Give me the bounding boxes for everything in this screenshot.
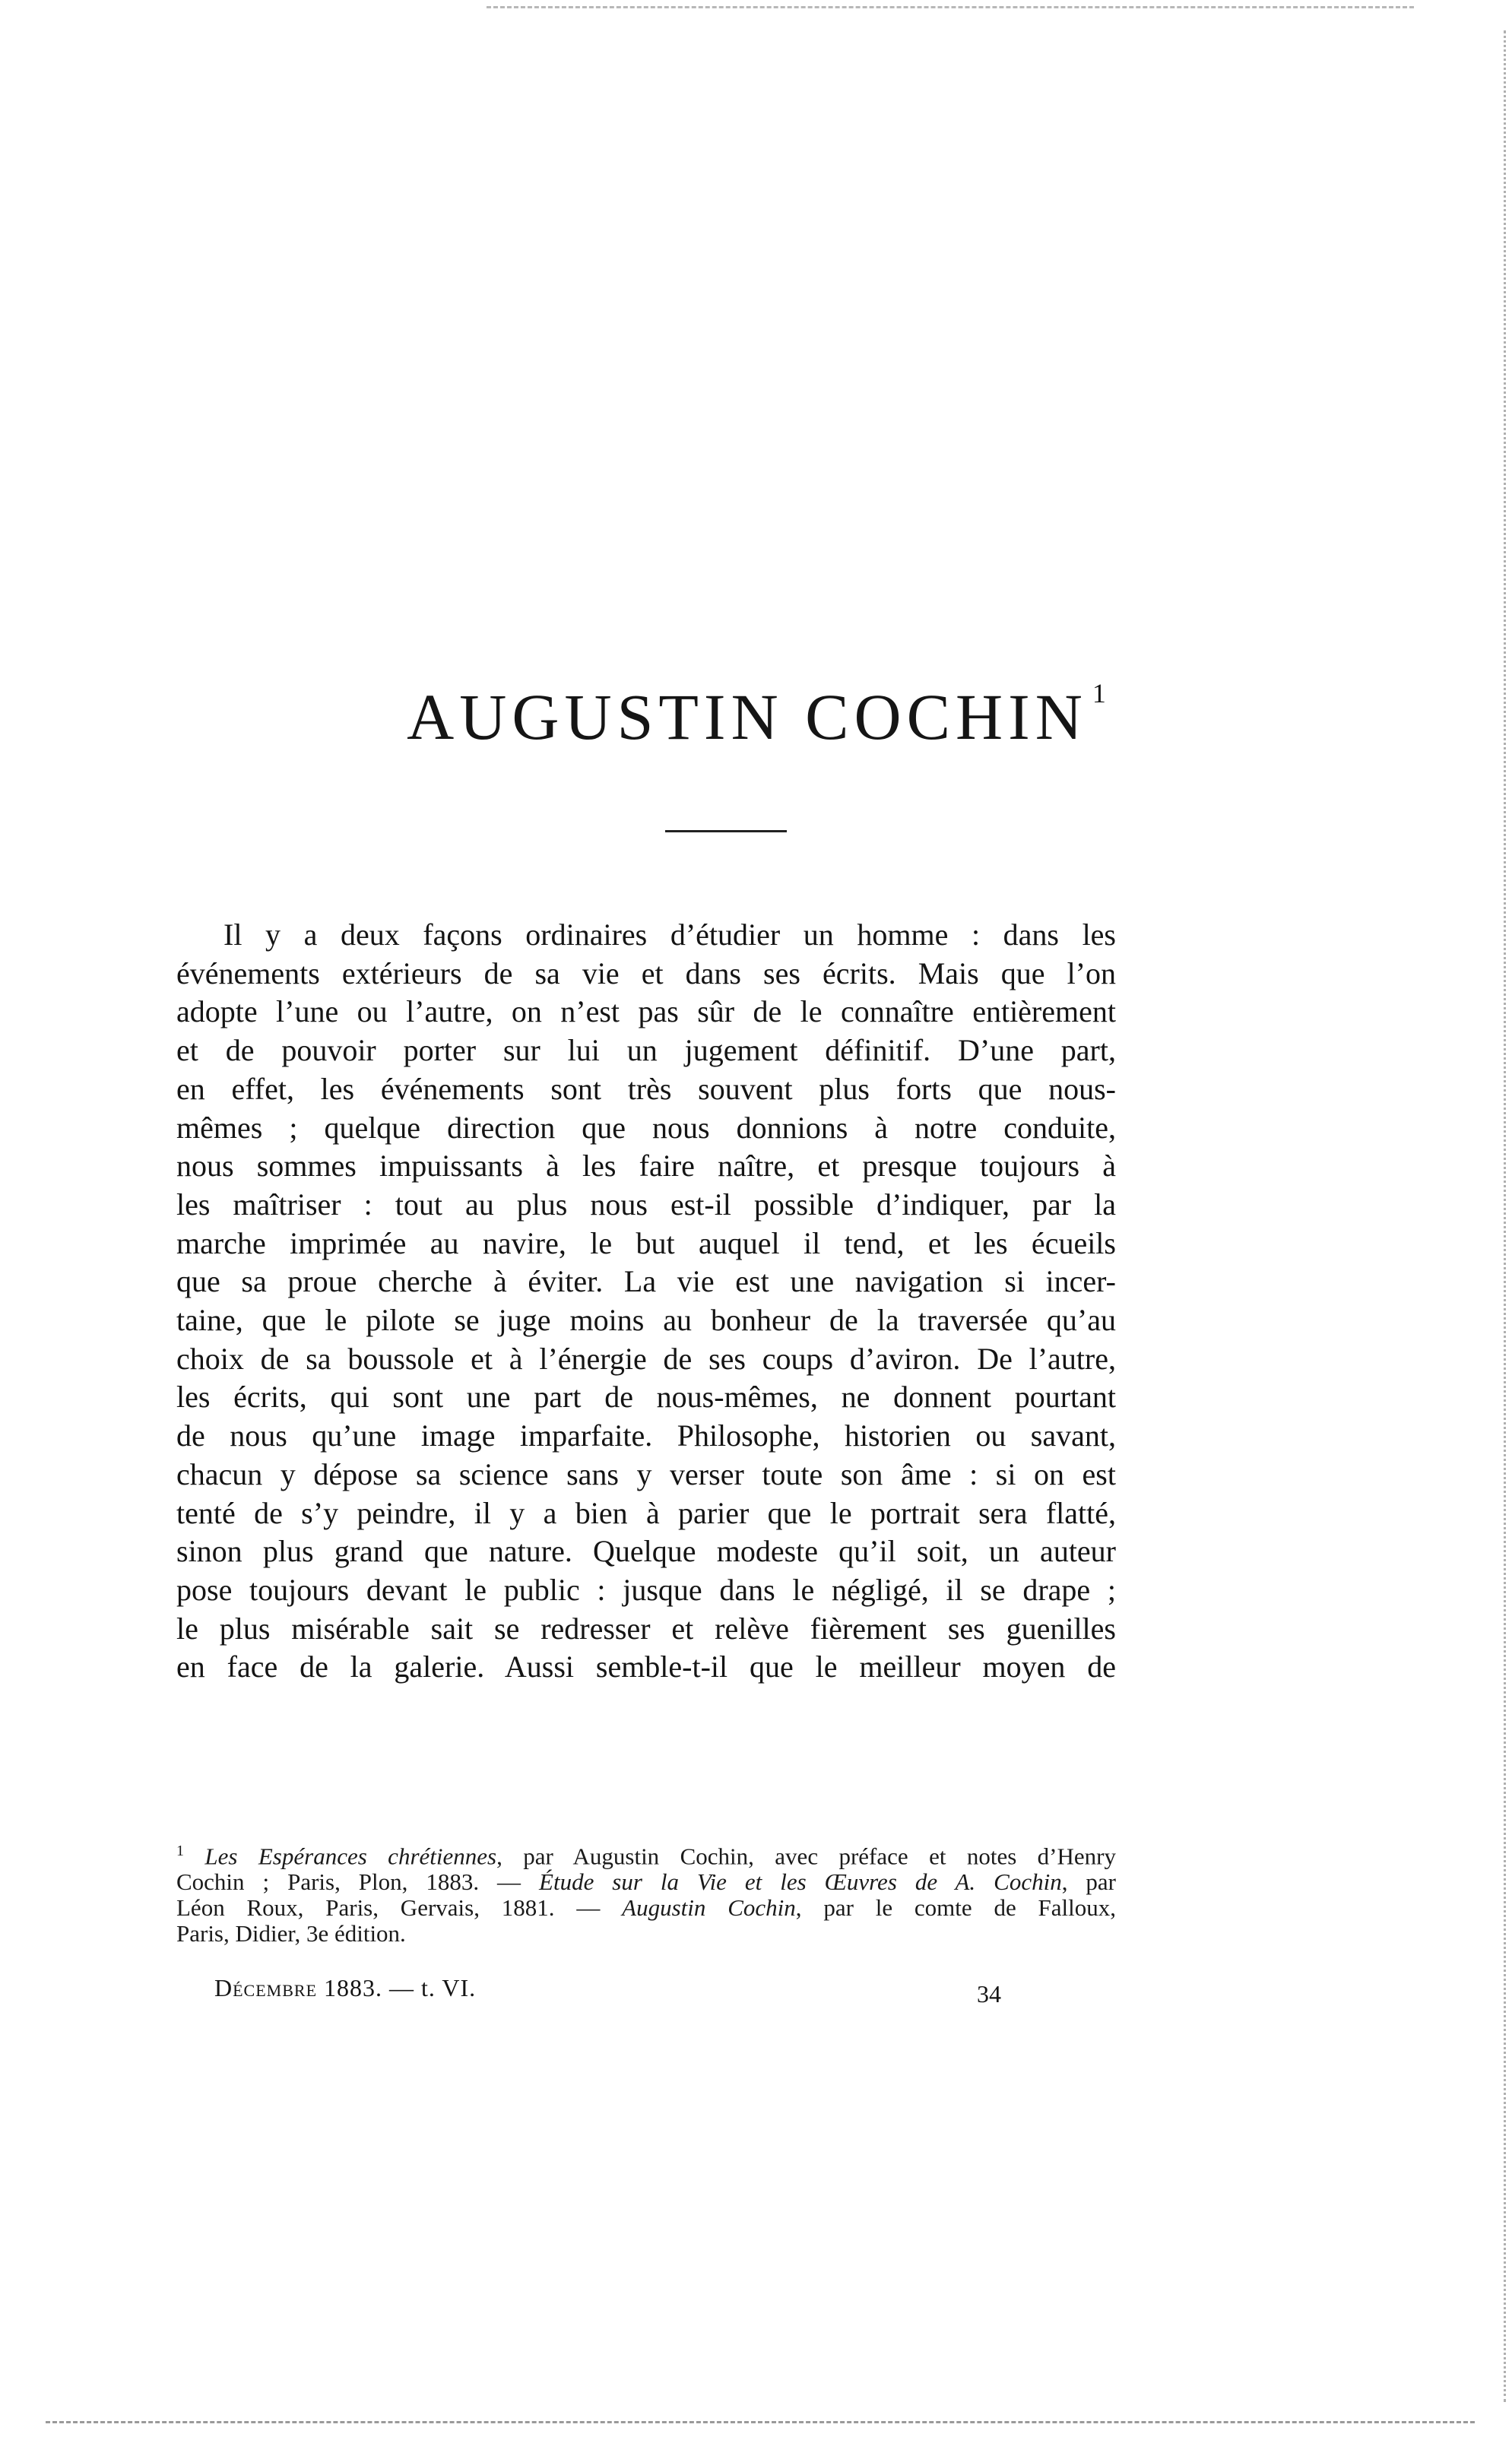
body-line: sinon plus grand que nature. Quelque modeste qu’il soit, un auteur [176, 1534, 1116, 1569]
body-line: nous sommes impuissants à les faire naître, et presque toujours à [176, 1149, 1116, 1184]
body-line: taine, que le pilote se juge moins au bonheur de la traversée qu’au [176, 1303, 1116, 1338]
scan-artifact-top [487, 6, 1414, 8]
footnote-title-esperances: Les Espérances chrétiennes [204, 1843, 497, 1870]
footnote-line [176, 1838, 1116, 1869]
body-line: les écrits, qui sont une part de nous-mêmes, ne donnent pourtant [176, 1380, 1116, 1415]
footnote-text: , par Augustin Cochin, avec préface et notes d’Henry [496, 1843, 1116, 1870]
issue-year-volume: 1883. — t. VI. [317, 1974, 477, 2001]
issue-month: Décembre [214, 1974, 318, 2001]
body-line: adopte l’une ou l’autre, on n’est pas sûr de le connaître entièrement [176, 994, 1116, 1029]
signature-mark: 34 [977, 1980, 1001, 2008]
issue-date [214, 1974, 476, 2002]
body-line: mêmes ; quelque direction que nous donnions à notre conduite, [176, 1110, 1116, 1145]
footnote [176, 1838, 1116, 1947]
footnote-text: , par [1061, 1869, 1116, 1896]
footnote-line [176, 1869, 1116, 1895]
body-line: de nous qu’une image imparfaite. Philosophe, historien ou savant, [176, 1418, 1116, 1453]
body-paragraph [176, 916, 1116, 1687]
body-line: en effet, les événements sont très souvent plus forts que nous- [176, 1071, 1116, 1106]
body-line: événements extérieurs de sa vie et dans ses écrits. Mais que l’on [176, 955, 1116, 990]
footnote-text: Léon Roux, Paris, Gervais, 1881. — [176, 1895, 623, 1922]
footnote-line: Paris, Didier, 3e édition. [176, 1921, 406, 1947]
title-rule [665, 830, 787, 832]
body-line: tenté de s’y peindre, il y a bien à parier que le portrait sera flatté, [176, 1495, 1116, 1530]
footnote-text: , par le comte de Falloux, [795, 1895, 1116, 1922]
footnote-line [176, 1895, 1116, 1921]
footnote-marker: 1 [176, 1843, 184, 1859]
body-line: Il y a deux façons ordinaires d’étudier un homme : dans les [223, 917, 1116, 952]
body-line: que sa proue cherche à éviter. La vie est une navigation si incer- [176, 1264, 1116, 1299]
body-line: et de pouvoir porter sur lui un jugement définitif. D’une part, [176, 1033, 1116, 1068]
scan-artifact-right [1504, 30, 1506, 2402]
scan-artifact-bottom [46, 2421, 1475, 2423]
body-line: le plus misérable sait se redresser et relève fièrement ses guenilles [176, 1611, 1116, 1646]
body-line: pose toujours devant le public : jusque dans le négligé, il se drape ; [176, 1572, 1116, 1607]
footnote-title-etude: Étude sur la Vie et les Œuvres de A. Cochin [539, 1869, 1062, 1896]
body-line: chacun y dépose sa science sans y verser toute son âme : si on est [176, 1456, 1116, 1491]
body-line: choix de sa boussole et à l’énergie de ses coups d’aviron. De l’autre, [176, 1341, 1116, 1376]
body-line: marche imprimée au navire, le but auquel il tend, et les écueils [176, 1225, 1116, 1260]
title-footnote-marker: 1 [1092, 678, 1106, 708]
article-title-text: AUGUSTIN COCHIN [407, 680, 1088, 753]
footnote-text: Cochin ; Paris, Plon, 1883. — [176, 1869, 540, 1896]
body-line: les maîtriser : tout au plus nous est-il possible d’indiquer, par la [176, 1187, 1116, 1222]
body-line: en face de la galerie. Aussi semble-t-il que le meilleur moyen de [176, 1649, 1116, 1684]
footnote-title-augustin: Augustin Cochin [622, 1895, 796, 1922]
article-title [228, 678, 1285, 753]
